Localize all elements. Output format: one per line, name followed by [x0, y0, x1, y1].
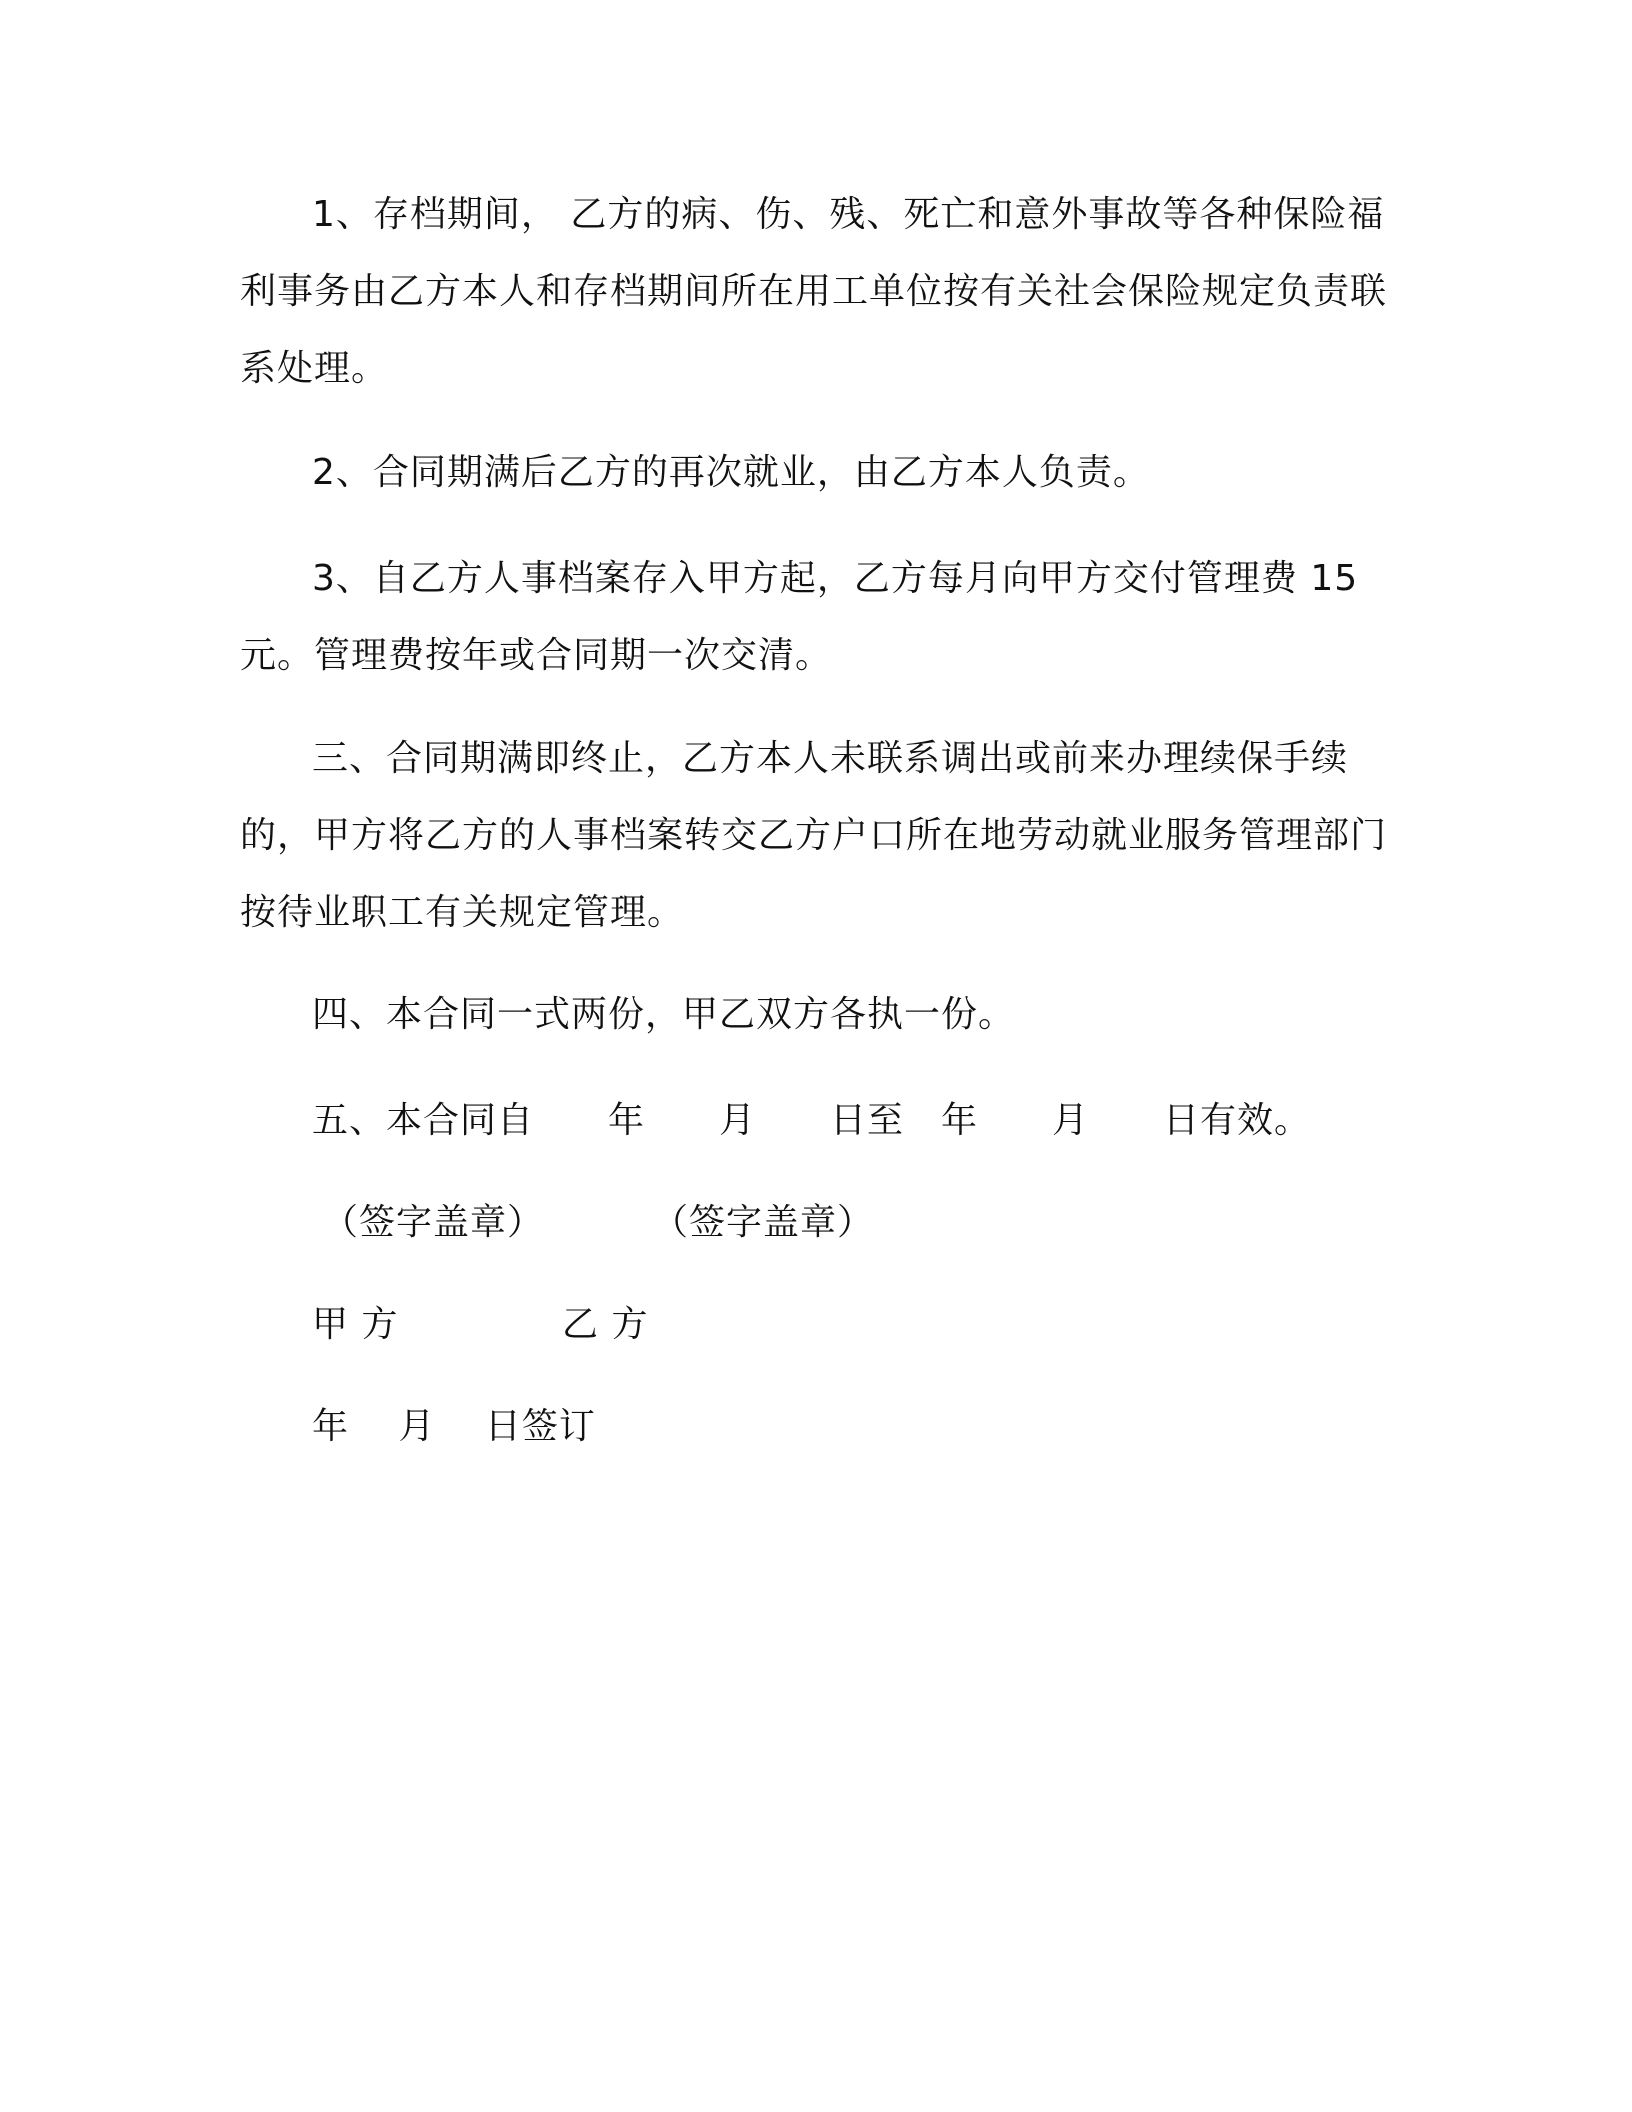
clause-four: 四、本合同一式两份，甲乙双方各执一份。 [312, 994, 1016, 1035]
party-a-label: 甲 方 [312, 1304, 399, 1345]
clause-three: 三、合同期满即终止，乙方本人未联系调出或前来办理续保手续的，甲方将乙方的人事档案转交乙方户口所在地劳动就业服务管理部门按待业职工有关规定管理。 [240, 738, 1388, 933]
clause-1: 1、存档期间， 乙方的病、伤、残、死亡和意外事故等各种保险福利事务由乙方本人和存档期间所在用工单位按有关社会保险规定负责联系处理。 [240, 194, 1388, 389]
clause-3: 3、自乙方人事档案存入甲方起，乙方每月向甲方交付管理费 15 元。管理费按年或合同期一次交清。 [240, 558, 1359, 676]
clause-five: 五、本合同自 年 月 日至 年 月 日有效。 [312, 1100, 1312, 1141]
signing-date-line: 年 月 日签订 [312, 1406, 596, 1447]
party-b-label: 乙 方 [562, 1304, 649, 1345]
party-a-stamp-label: （签字盖章） [322, 1202, 545, 1243]
party-b-stamp-label: （签字盖章） [652, 1202, 875, 1243]
clause-2: 2、合同期满后乙方的再次就业，由乙方本人负责。 [312, 452, 1150, 493]
